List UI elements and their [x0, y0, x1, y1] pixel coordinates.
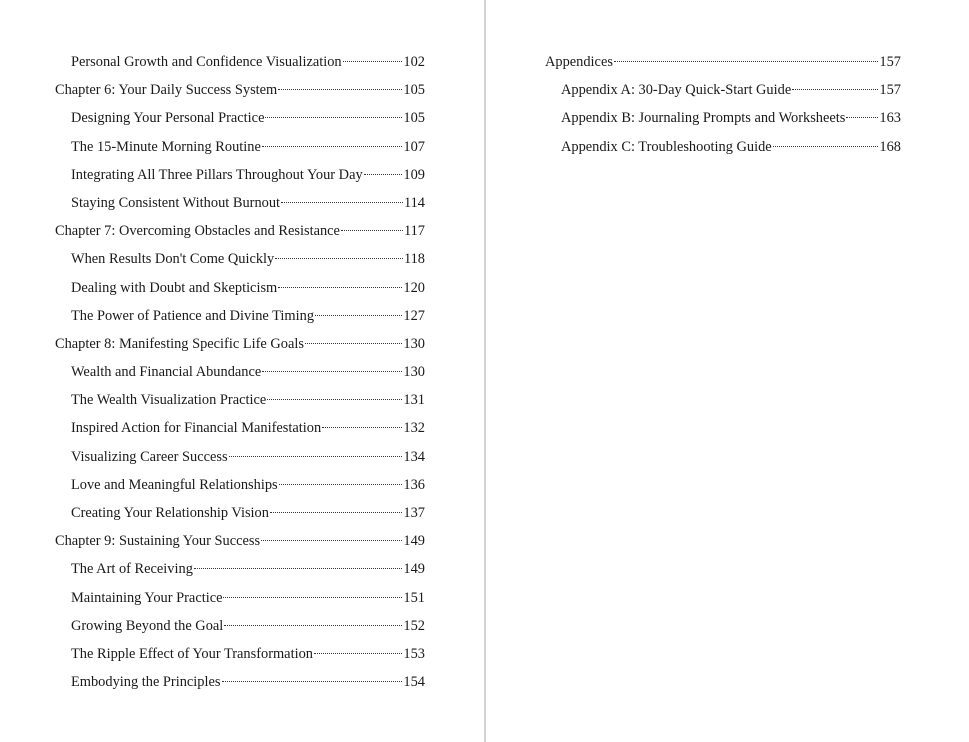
dot-leader [262, 371, 402, 372]
dot-leader [275, 258, 403, 259]
toc-list-left [55, 48, 425, 696]
toc-entry-title: Dealing with Doubt and Skepticism [71, 279, 278, 296]
toc-entry[interactable] [55, 302, 425, 330]
toc-entry[interactable] [55, 104, 425, 132]
toc-entry-page: 120 [403, 279, 425, 296]
toc-entry-page: 136 [403, 476, 425, 493]
toc-entry-page: 137 [403, 505, 425, 521]
page-gutter-divider [484, 0, 486, 742]
toc-entry-page: 109 [403, 166, 425, 183]
toc-entry[interactable] [545, 133, 901, 161]
toc-entry[interactable] [55, 443, 425, 471]
toc-entry[interactable] [55, 48, 425, 76]
toc-entry-page: 130 [403, 335, 425, 352]
toc-entry-title: Appendices [545, 54, 613, 70]
toc-entry-page: 131 [403, 392, 425, 409]
toc-entry-page: 168 [879, 138, 901, 155]
toc-chapter-entry[interactable] [545, 48, 901, 76]
dot-leader [262, 146, 403, 147]
dot-leader [792, 89, 878, 90]
dot-leader [343, 61, 403, 62]
toc-entry-title: Personal Growth and Confidence Visualization [71, 54, 342, 70]
dot-leader [281, 202, 403, 203]
toc-entry[interactable] [55, 189, 425, 217]
toc-entry-page: 107 [403, 138, 425, 155]
toc-entry[interactable] [55, 640, 425, 668]
toc-entry-page: 157 [879, 82, 901, 99]
toc-entry-page: 102 [403, 54, 425, 70]
dot-leader [614, 61, 878, 62]
dot-leader [222, 681, 403, 682]
dot-leader [261, 540, 402, 541]
toc-entry-page: 157 [879, 54, 901, 70]
toc-entry-page: 132 [403, 420, 425, 437]
toc-entry-title: Creating Your Relationship Vision [71, 505, 269, 521]
toc-entry-title: The Wealth Visualization Practice [71, 392, 267, 409]
dot-leader [224, 625, 402, 626]
toc-entry-title: Growing Beyond the Goal [71, 617, 224, 634]
toc-chapter-entry[interactable] [55, 217, 425, 245]
toc-entry-page: 134 [403, 448, 425, 465]
toc-entry-page: 153 [403, 645, 425, 662]
toc-entry-title: Designing Your Personal Practice [71, 110, 265, 127]
dot-leader [846, 117, 878, 118]
toc-entry-page: 105 [403, 82, 425, 99]
toc-entry[interactable] [55, 499, 425, 527]
toc-entry[interactable] [55, 584, 425, 612]
dot-leader [229, 456, 403, 457]
toc-entry-title: The Art of Receiving [71, 561, 193, 578]
dot-leader [314, 653, 402, 654]
toc-entry[interactable] [55, 612, 425, 640]
toc-entry-title: Appendix C: Troubleshooting Guide [561, 138, 772, 155]
toc-entry[interactable] [55, 133, 425, 161]
toc-chapter-entry[interactable] [55, 330, 425, 358]
toc-entry[interactable] [55, 471, 425, 499]
toc-entry-title: When Results Don't Come Quickly [71, 251, 275, 268]
toc-entry-page: 149 [403, 533, 425, 550]
toc-entry-page: 152 [403, 617, 425, 634]
right-page [487, 0, 969, 742]
toc-entry-title: Appendix A: 30-Day Quick-Start Guide [561, 82, 792, 99]
toc-entry-title: Staying Consistent Without Burnout [71, 194, 281, 211]
dot-leader [341, 230, 403, 231]
dot-leader [278, 89, 402, 90]
toc-entry-page: 154 [403, 674, 425, 691]
toc-entry-title: Chapter 7: Overcoming Obstacles and Resistance [55, 223, 340, 240]
dot-leader [279, 484, 403, 485]
toc-entry[interactable] [55, 358, 425, 386]
toc-entry-page: 105 [403, 110, 425, 127]
toc-entry-page: 163 [879, 110, 901, 127]
dot-leader [278, 287, 402, 288]
toc-entry-title: The Power of Patience and Divine Timing [71, 307, 315, 324]
toc-entry-title: Chapter 8: Manifesting Specific Life Goals [55, 335, 304, 352]
dot-leader [270, 512, 402, 513]
toc-entry[interactable] [55, 555, 425, 583]
toc-list-right [545, 48, 901, 161]
dot-leader [322, 427, 402, 428]
toc-entry-title: Love and Meaningful Relationships [71, 476, 278, 493]
dot-leader [305, 343, 402, 344]
toc-entry[interactable] [55, 414, 425, 442]
toc-entry[interactable] [545, 76, 901, 104]
dot-leader [194, 568, 403, 569]
toc-entry-title: The 15-Minute Morning Routine [71, 138, 261, 155]
toc-entry-page: 151 [403, 589, 425, 606]
toc-entry-title: Appendix B: Journaling Prompts and Worksheets [561, 110, 846, 127]
dot-leader [364, 174, 403, 175]
dot-leader [267, 399, 402, 400]
toc-entry[interactable] [55, 161, 425, 189]
toc-entry-title: Visualizing Career Success [71, 448, 228, 465]
toc-entry-title: The Ripple Effect of Your Transformation [71, 645, 313, 662]
toc-entry-title: Chapter 6: Your Daily Success System [55, 82, 278, 99]
dot-leader [773, 146, 879, 147]
toc-entry-title: Chapter 9: Sustaining Your Success [55, 533, 261, 550]
toc-entry-title: Wealth and Financial Abundance [71, 364, 262, 381]
dot-leader [223, 597, 402, 598]
toc-chapter-entry[interactable] [55, 76, 425, 104]
toc-entry-page: 117 [403, 223, 425, 240]
toc-entry[interactable] [55, 668, 425, 696]
toc-entry-page: 149 [403, 561, 425, 578]
toc-entry[interactable] [55, 245, 425, 273]
toc-entry-title: Maintaining Your Practice [71, 589, 223, 606]
toc-entry[interactable] [545, 104, 901, 132]
toc-entry-title: Integrating All Three Pillars Throughout Your Day [71, 166, 363, 183]
toc-entry-page: 130 [403, 364, 425, 381]
toc-entry-title: Inspired Action for Financial Manifestation [71, 420, 322, 437]
toc-chapter-entry[interactable] [55, 527, 425, 555]
toc-entry[interactable] [55, 386, 425, 414]
toc-entry-title: Embodying the Principles [71, 674, 221, 691]
dot-leader [315, 315, 402, 316]
left-page [0, 0, 484, 742]
toc-entry-page: 127 [403, 307, 425, 324]
dot-leader [265, 117, 402, 118]
toc-entry[interactable] [55, 274, 425, 302]
toc-entry-page: 118 [403, 251, 425, 268]
toc-entry-page: 114 [403, 194, 425, 211]
